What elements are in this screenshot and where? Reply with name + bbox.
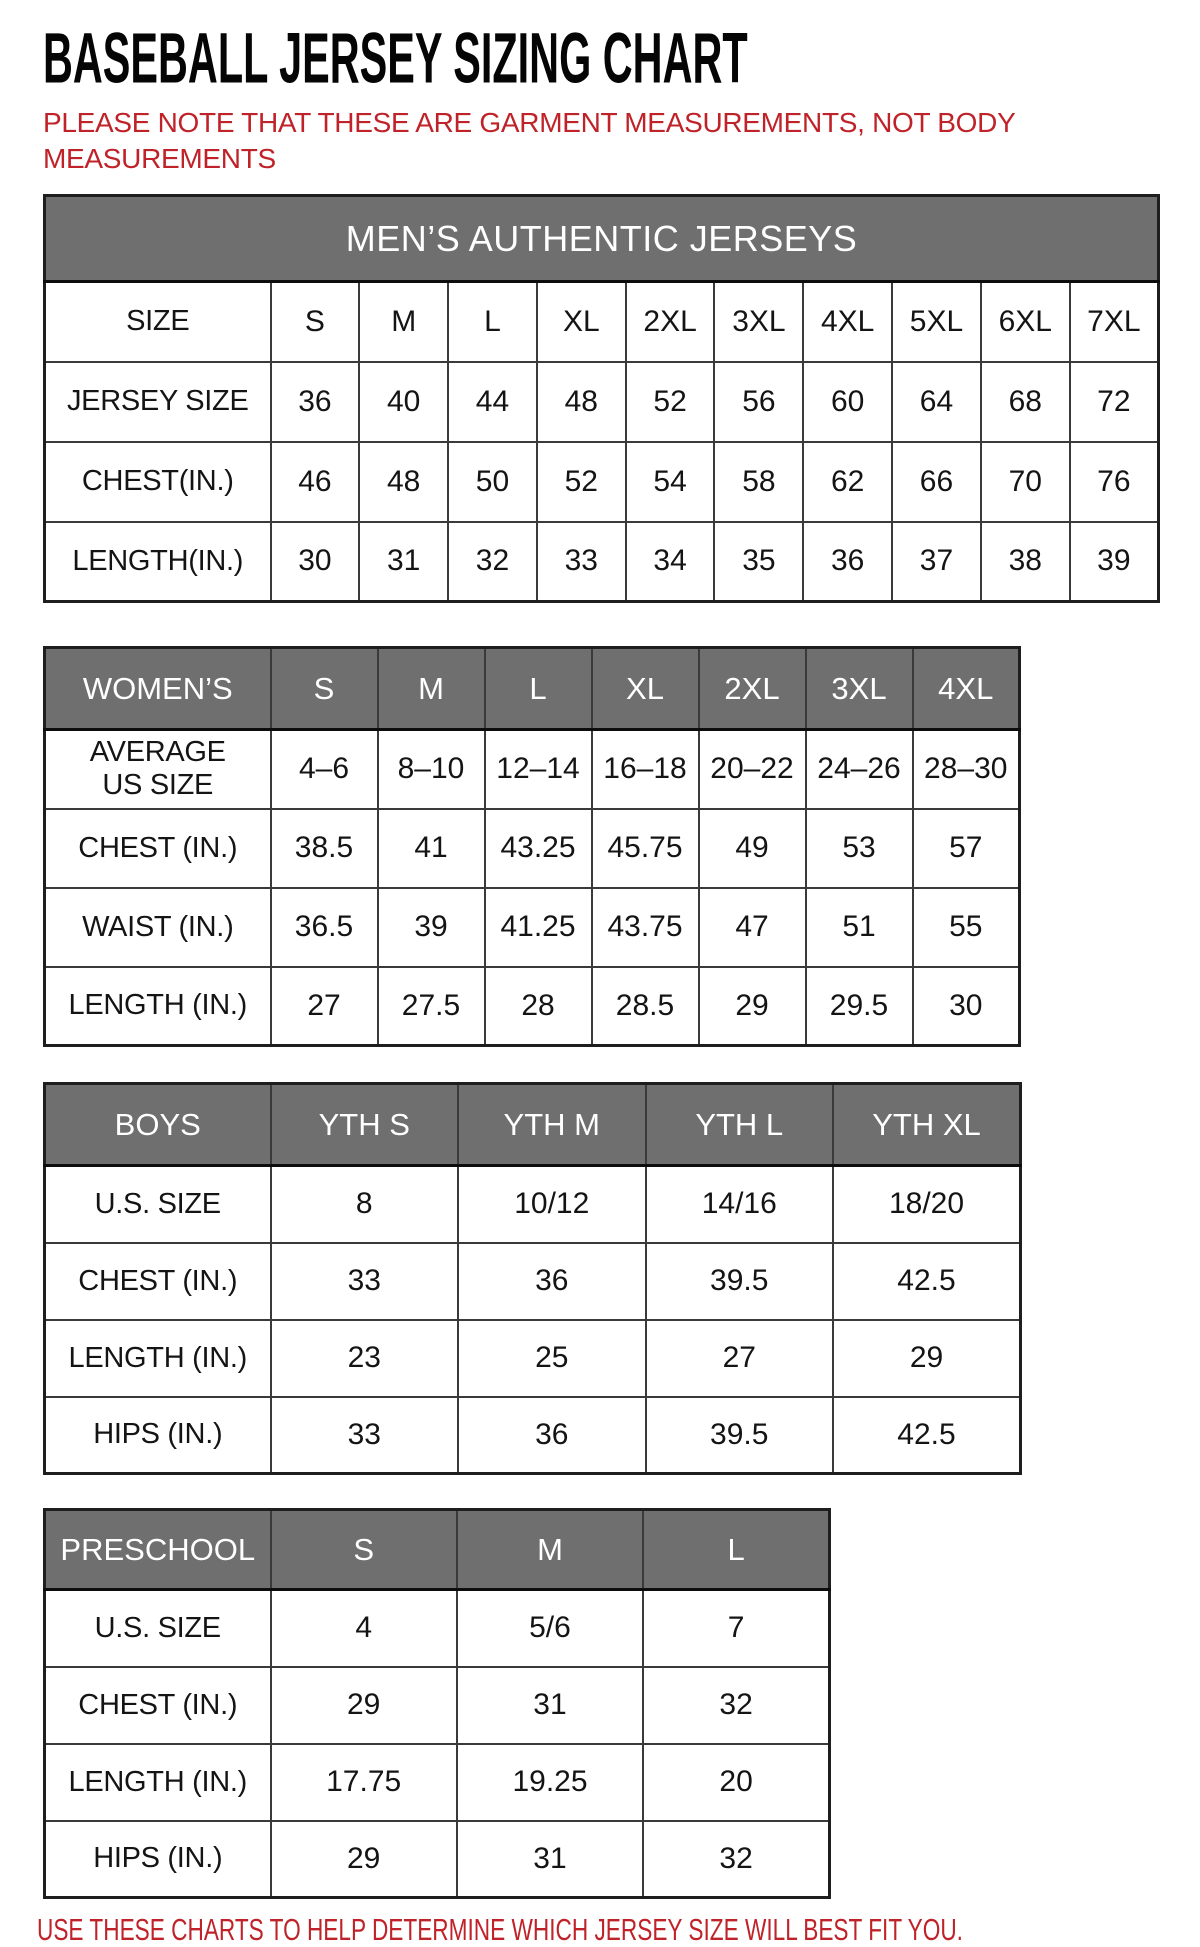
size-value-cell: 29	[271, 1667, 457, 1744]
row-label: CHEST (IN.)	[45, 1667, 271, 1744]
size-value-cell: 64	[892, 362, 981, 442]
row-label: JERSEY SIZE	[45, 362, 271, 442]
footer-note: USE THESE CHARTS TO HELP DETERMINE WHICH JERSEY SIZE WILL BEST FIT YOU.	[37, 1912, 963, 1947]
size-value-cell: 7	[643, 1590, 829, 1667]
size-value-cell: 48	[359, 442, 448, 522]
size-value-cell: 27.5	[378, 967, 485, 1046]
mens-size-grid	[43, 194, 1160, 603]
size-value-cell: 25	[458, 1320, 646, 1397]
size-value-cell: 29	[833, 1320, 1021, 1397]
size-value-cell: 31	[457, 1667, 643, 1744]
size-value-cell: 39	[1070, 522, 1159, 602]
size-value-cell: 8	[271, 1166, 459, 1243]
column-header: YTH S	[271, 1084, 459, 1166]
size-value-cell: 8–10	[378, 730, 485, 809]
size-value-cell: 45.75	[592, 809, 699, 888]
size-value-cell: 46	[271, 442, 360, 522]
size-value-cell: 57	[913, 809, 1020, 888]
size-value-cell: 33	[537, 522, 626, 602]
note-line-1: PLEASE NOTE THAT THESE ARE GARMENT MEASUREMENTS, NOT BODY	[43, 107, 1016, 138]
size-value-cell: 16–18	[592, 730, 699, 809]
size-value-cell: 56	[714, 362, 803, 442]
column-header: YTH L	[646, 1084, 834, 1166]
size-value-cell: 28–30	[913, 730, 1020, 809]
page-title: BASEBALL JERSEY SIZING CHART	[43, 17, 748, 98]
size-value-cell: 31	[457, 1821, 643, 1898]
size-value-cell: 51	[806, 888, 913, 967]
size-value-cell: 20	[643, 1744, 829, 1821]
size-value-cell: 48	[537, 362, 626, 442]
garment-measurement-note	[43, 105, 1200, 177]
size-value-cell: 38	[981, 522, 1070, 602]
column-header: XL	[592, 648, 699, 730]
column-header: YTH M	[458, 1084, 646, 1166]
size-value-cell: 42.5	[833, 1243, 1021, 1320]
size-value-cell: 52	[537, 442, 626, 522]
size-value-cell: 4–6	[271, 730, 378, 809]
note-line-2: MEASUREMENTS	[43, 143, 276, 174]
size-value-cell: 29	[699, 967, 806, 1046]
size-value-cell: 32	[643, 1667, 829, 1744]
size-value-cell: 36	[271, 362, 360, 442]
size-value-cell: 18/20	[833, 1166, 1021, 1243]
size-value-cell: 34	[626, 522, 715, 602]
row-label: LENGTH (IN.)	[45, 967, 271, 1046]
size-value-cell: 38.5	[271, 809, 378, 888]
size-value-cell: 72	[1070, 362, 1159, 442]
size-value-cell: 33	[271, 1243, 459, 1320]
row-label: LENGTH (IN.)	[45, 1320, 271, 1397]
size-value-cell: 43.25	[485, 809, 592, 888]
row-label: CHEST(IN.)	[45, 442, 271, 522]
preschool-size-grid	[43, 1508, 831, 1899]
column-header: M	[378, 648, 485, 730]
row-label: SIZE	[45, 282, 271, 362]
size-value-cell: 47	[699, 888, 806, 967]
size-value-cell: 7XL	[1070, 282, 1159, 362]
preschool-sizing-table	[43, 1508, 1200, 1899]
size-value-cell: 14/16	[646, 1166, 834, 1243]
size-value-cell: 29.5	[806, 967, 913, 1046]
boys-header-label: BOYS	[45, 1084, 271, 1166]
mens-sizing-table	[43, 194, 1200, 603]
womens-header-label: WOMEN’S	[45, 648, 271, 730]
row-label: CHEST (IN.)	[45, 809, 271, 888]
row-label: U.S. SIZE	[45, 1166, 271, 1243]
size-value-cell: 40	[359, 362, 448, 442]
mens-banner-title: MEN’S AUTHENTIC JERSEYS	[45, 196, 1159, 282]
size-value-cell: S	[271, 282, 360, 362]
row-label: LENGTH(IN.)	[45, 522, 271, 602]
size-value-cell: 30	[913, 967, 1020, 1046]
size-value-cell: 39.5	[646, 1397, 834, 1474]
size-value-cell: 41.25	[485, 888, 592, 967]
size-value-cell: 43.75	[592, 888, 699, 967]
size-value-cell: 70	[981, 442, 1070, 522]
size-value-cell: 3XL	[714, 282, 803, 362]
row-label: WAIST (IN.)	[45, 888, 271, 967]
size-value-cell: 30	[271, 522, 360, 602]
column-header: 3XL	[806, 648, 913, 730]
size-value-cell: 4XL	[803, 282, 892, 362]
row-label: HIPS (IN.)	[45, 1397, 271, 1474]
size-value-cell: 41	[378, 809, 485, 888]
size-value-cell: 68	[981, 362, 1070, 442]
boys-size-grid	[43, 1082, 1022, 1475]
size-value-cell: 62	[803, 442, 892, 522]
column-header: L	[485, 648, 592, 730]
size-value-cell: 5/6	[457, 1590, 643, 1667]
size-value-cell: 76	[1070, 442, 1159, 522]
size-value-cell: 31	[359, 522, 448, 602]
size-value-cell: 32	[643, 1821, 829, 1898]
size-value-cell: 19.25	[457, 1744, 643, 1821]
size-value-cell: 54	[626, 442, 715, 522]
row-label: AVERAGE US SIZE	[45, 730, 271, 809]
column-header: M	[457, 1510, 643, 1590]
column-header: 2XL	[699, 648, 806, 730]
size-value-cell: M	[359, 282, 448, 362]
size-value-cell: 39	[378, 888, 485, 967]
size-value-cell: 39.5	[646, 1243, 834, 1320]
row-label: CHEST (IN.)	[45, 1243, 271, 1320]
size-value-cell: 2XL	[626, 282, 715, 362]
row-label: U.S. SIZE	[45, 1590, 271, 1667]
size-value-cell: 20–22	[699, 730, 806, 809]
size-value-cell: 6XL	[981, 282, 1070, 362]
size-value-cell: 29	[271, 1821, 457, 1898]
size-value-cell: 36.5	[271, 888, 378, 967]
size-value-cell: 58	[714, 442, 803, 522]
size-value-cell: 42.5	[833, 1397, 1021, 1474]
size-value-cell: 28	[485, 967, 592, 1046]
column-header: S	[271, 648, 378, 730]
size-value-cell: 36	[458, 1243, 646, 1320]
size-value-cell: 49	[699, 809, 806, 888]
row-label: LENGTH (IN.)	[45, 1744, 271, 1821]
column-header: 4XL	[913, 648, 1020, 730]
size-value-cell: L	[448, 282, 537, 362]
size-value-cell: 23	[271, 1320, 459, 1397]
size-value-cell: 27	[271, 967, 378, 1046]
womens-sizing-table	[43, 646, 1200, 1047]
column-header: S	[271, 1510, 457, 1590]
size-value-cell: 33	[271, 1397, 459, 1474]
size-value-cell: 32	[448, 522, 537, 602]
size-value-cell: 36	[803, 522, 892, 602]
preschool-header-label: PRESCHOOL	[45, 1510, 271, 1590]
size-value-cell: 27	[646, 1320, 834, 1397]
size-value-cell: 37	[892, 522, 981, 602]
size-value-cell: 17.75	[271, 1744, 457, 1821]
boys-sizing-table	[43, 1082, 1200, 1475]
size-value-cell: 24–26	[806, 730, 913, 809]
size-value-cell: 35	[714, 522, 803, 602]
size-value-cell: 10/12	[458, 1166, 646, 1243]
size-value-cell: XL	[537, 282, 626, 362]
column-header: L	[643, 1510, 829, 1590]
row-label: HIPS (IN.)	[45, 1821, 271, 1898]
size-value-cell: 55	[913, 888, 1020, 967]
size-value-cell: 53	[806, 809, 913, 888]
size-value-cell: 44	[448, 362, 537, 442]
size-value-cell: 50	[448, 442, 537, 522]
size-value-cell: 36	[458, 1397, 646, 1474]
size-value-cell: 5XL	[892, 282, 981, 362]
size-value-cell: 66	[892, 442, 981, 522]
size-value-cell: 60	[803, 362, 892, 442]
column-header: YTH XL	[833, 1084, 1021, 1166]
size-value-cell: 28.5	[592, 967, 699, 1046]
size-value-cell: 12–14	[485, 730, 592, 809]
womens-size-grid	[43, 646, 1021, 1047]
size-value-cell: 4	[271, 1590, 457, 1667]
size-value-cell: 52	[626, 362, 715, 442]
